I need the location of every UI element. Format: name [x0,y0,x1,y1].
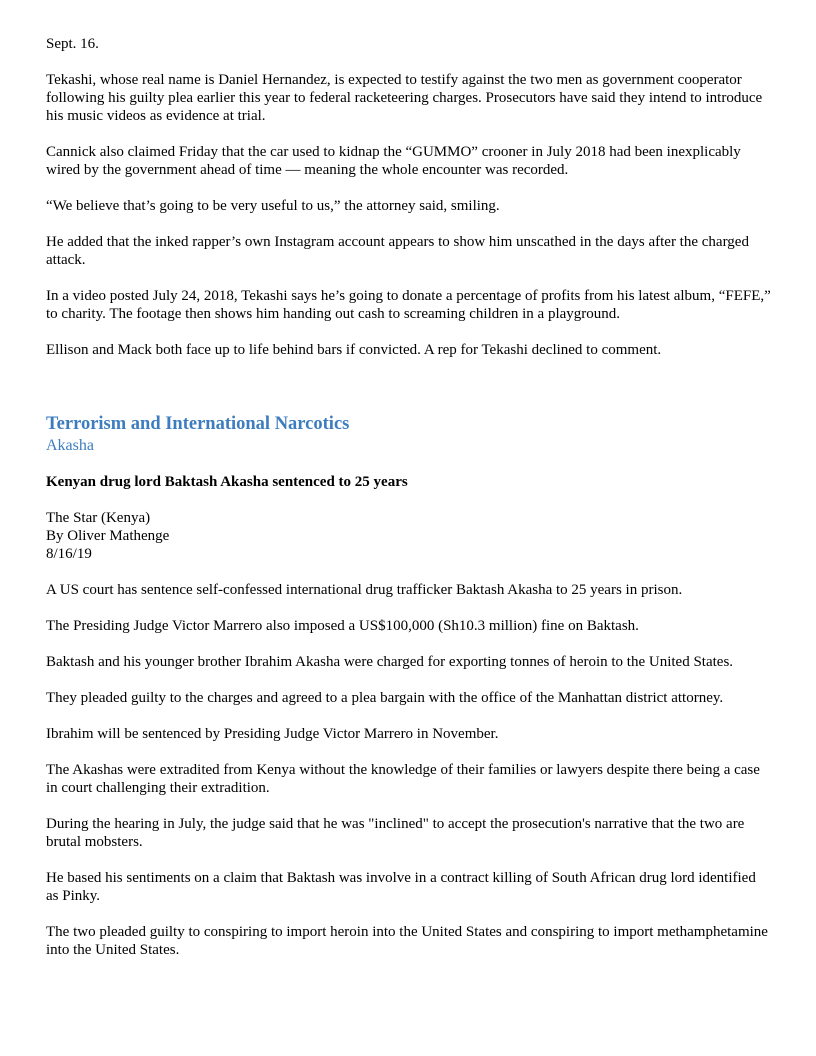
paragraph: The Presiding Judge Victor Marrero also imposed a US$100,000 (Sh10.3 million) fine on Baktash. [46,618,639,634]
paragraph: “We believe that’s going to be very useful to us,” the attorney said, smiling. [46,198,500,214]
paragraph: Cannick also claimed Friday that the car used to kidnap the “GUMMO” crooner in July 2018 had been inexplicably wired by the government ahead of time — meaning the whole encounter was recorded. [46,144,741,178]
article-author: By Oliver Mathenge [46,528,170,544]
article-date: 8/16/19 [46,546,92,562]
document-page [46,35,772,977]
article-source: The Star (Kenya) [46,510,151,526]
paragraph: He added that the inked rapper’s own Instagram account appears to show him unscathed in the days after the charged attack. [46,234,749,268]
paragraph: Ellison and Mack both face up to life behind bars if convicted. A rep for Tekashi declined to comment. [46,342,662,358]
paragraph: In a video posted July 24, 2018, Tekashi says he’s going to donate a percentage of profits from his latest album, “FEFE,” to charity. The footage then shows him handing out cash to screaming children in a playground. [46,288,771,322]
paragraph: Baktash and his younger brother Ibrahim Akasha were charged for exporting tonnes of heroin to the United States. [46,654,734,670]
paragraph: A US court has sentence self-confessed international drug trafficker Baktash Akasha to 25 years in prison. [46,582,683,598]
paragraph: The two pleaded guilty to conspiring to import heroin into the United States and conspiring to import methamphetamine into the United States. [46,924,768,958]
paragraph: Tekashi, whose real name is Daniel Hernandez, is expected to testify against the two men as government cooperator following his guilty plea earlier this year to federal racketeering charges. Prosecutors have said they intend to introduce his music videos as evidence at trial. [46,72,763,124]
article-1 [46,35,772,359]
section-heading: Terrorism and International Narcotics [46,414,350,434]
article-2 [46,473,772,959]
byline [46,509,772,563]
paragraph: The Akashas were extradited from Kenya without the knowledge of their families or lawyers despite there being a case in court challenging their extradition. [46,762,760,796]
subsection-heading: Akasha [46,437,94,454]
paragraph: Sept. 16. [46,36,99,52]
paragraph: Ibrahim will be sentenced by Presiding Judge Victor Marrero in November. [46,726,499,742]
section-spacer [46,377,772,413]
paragraph: During the hearing in July, the judge said that he was "inclined" to accept the prosecution's narrative that the two are brutal mobsters. [46,816,745,850]
article-title: Kenyan drug lord Baktash Akasha sentenced to 25 years [46,474,408,490]
paragraph: He based his sentiments on a claim that Baktash was involve in a contract killing of South African drug lord identified as Pinky. [46,870,756,904]
section-header [46,413,772,457]
paragraph: They pleaded guilty to the charges and agreed to a plea bargain with the office of the Manhattan district attorney. [46,690,724,706]
